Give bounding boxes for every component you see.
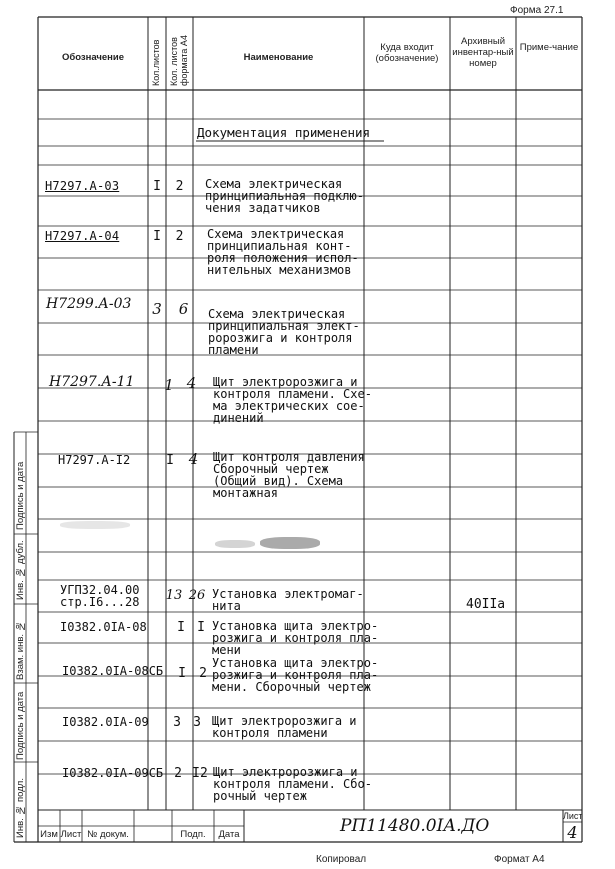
row-name: Установка щита электро- розжига и контроля пла- мени (212, 619, 379, 657)
row-name: Установка щита электро- розжига и контроля пла- мени. Сборочный чертеж (212, 656, 379, 694)
row-a4: 26 (188, 588, 206, 603)
header-name: Наименование (243, 52, 314, 63)
document-code: РП11480.0IА.ДО (340, 816, 490, 836)
header-archive-no: Архивный инвентар-ный номер (452, 36, 514, 69)
row-code: Н7297.А-03 (45, 179, 120, 193)
row-code: I0382.0IА-09 (62, 715, 149, 729)
row-a4: 4 (186, 374, 197, 392)
row-code: УГП32.04.00 стр.I6...28 (60, 583, 140, 609)
row-sheets: I (153, 179, 161, 194)
scan-smudge (260, 537, 320, 549)
row-sheets: 13 (165, 588, 183, 603)
row-sheets: I (166, 453, 174, 468)
row-code: Н7297.А-I2 (58, 453, 131, 467)
side-label-sign-date: Подпись и дата (15, 461, 26, 530)
row-name: Установка электромаг- нита (212, 587, 364, 613)
row-code: I0382.0IА-08СБ (62, 664, 164, 678)
row-a4: I (197, 620, 205, 635)
row-sheets: I (153, 229, 161, 244)
row-a4: 4 (188, 450, 199, 468)
row-a4: 2 (175, 179, 184, 194)
row-archive: 40IIа (466, 597, 506, 612)
header-sheets: Кол.листов (151, 39, 161, 86)
row-a4: 6 (178, 300, 189, 318)
title-col-sign: Подп. (180, 829, 206, 840)
header-designation: Обозначение (61, 52, 125, 63)
form-label: Форма 27.1 (510, 5, 564, 16)
sheet-label: Лист (563, 811, 583, 821)
row-name: Щит электророзжига и контроля пламени. Схе- ма электрических сое- динений (213, 375, 372, 425)
footer-format: Формат А4 (494, 854, 545, 865)
row-a4: 3 (193, 715, 201, 730)
scan-smudge (60, 521, 130, 529)
title-col-date: Дата (218, 829, 240, 840)
row-name: Схема электрическая принципиальная элект- ророзжига и контроля пламени (208, 307, 360, 357)
scan-smudge (215, 540, 255, 548)
title-col-change: Изм (40, 829, 58, 840)
row-code: I0382.0IА-08 (60, 620, 147, 634)
sheet-number: 4 (567, 823, 578, 842)
row-sheets: I (178, 666, 186, 681)
row-name: Щит контроля давления Сборочный чертеж (Общий вид). Схема монтажная (213, 450, 365, 500)
row-name: Схема электрическая принципиальная конт- роля положения испол- нительных механизмов (207, 227, 359, 277)
row-name: Щит электророзжига и контроля пламени. Сбо- рочный чертеж (213, 765, 372, 803)
row-sheets: 1 (164, 376, 174, 394)
row-sheets: I (177, 620, 185, 635)
row-code: Н7299.А-03 (46, 296, 132, 312)
row-a4: I2 (192, 766, 208, 781)
side-label-sign-date-2: Подпись и дата (15, 691, 26, 760)
title-col-sheet: Лист (60, 829, 82, 840)
row-name: Схема электрическая принципиальная подклю- чения задатчиков (205, 177, 364, 215)
header-note: Приме-чание (519, 42, 579, 53)
row-sheets: 2 (174, 766, 182, 781)
footer-copied: Копировал (316, 854, 367, 865)
row-a4: 2 (175, 229, 184, 244)
section-title: Документация применения (197, 125, 371, 140)
row-code: Н7297.А-04 (45, 229, 120, 243)
row-name: Щит электророзжига и контроля пламени (212, 714, 357, 740)
side-label-replace-inv: Взам. инв. № (15, 620, 26, 680)
header-where-used: Куда входит (обозначение) (375, 42, 439, 64)
side-label-inv-dup: Инв. № дубл. (15, 540, 26, 600)
side-label-inv-orig: Инв. № подл. (15, 778, 26, 838)
row-sheets: 3 (173, 715, 181, 730)
title-col-doc: № докум. (87, 829, 129, 840)
row-sheets: 3 (152, 300, 162, 318)
row-code: I0382.0IА-09СБ (62, 766, 164, 780)
header-a4-sheets: Кол. листов формата А4 (169, 35, 189, 86)
row-a4: 2 (199, 666, 207, 681)
row-code: Н7297.А-11 (49, 374, 135, 390)
